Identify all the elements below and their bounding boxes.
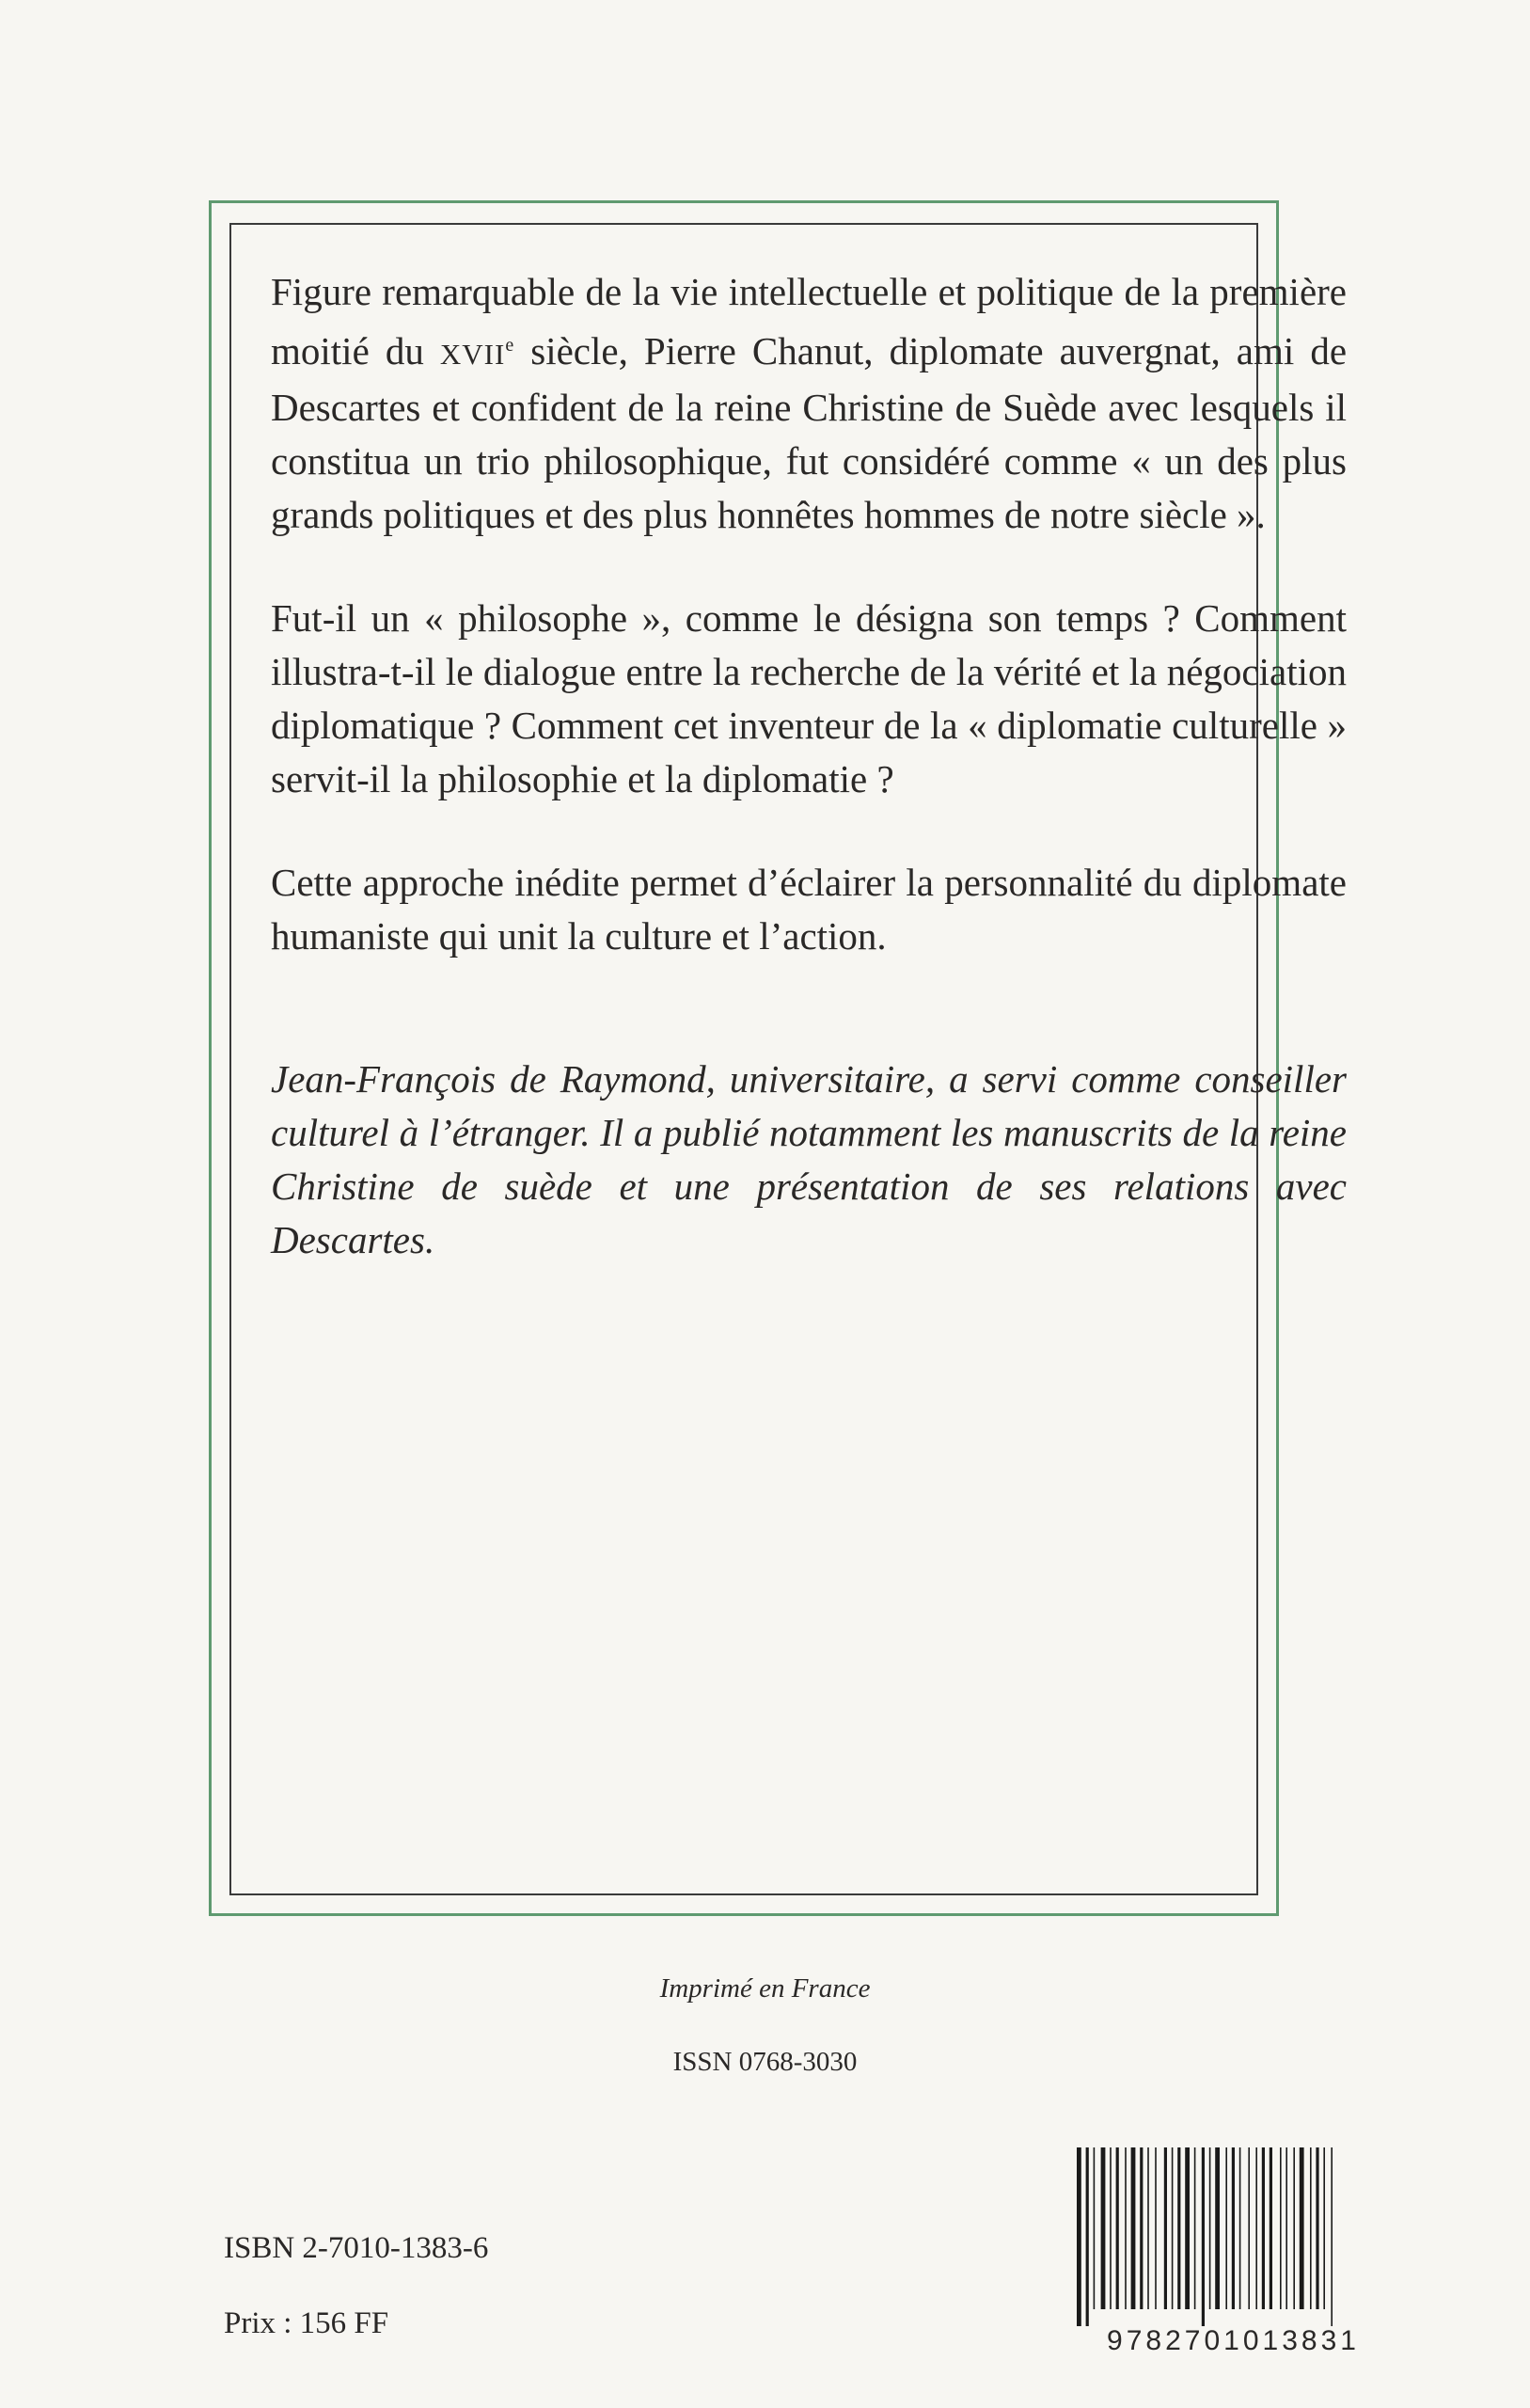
isbn-line: ISBN 2-7010-1383-6 — [224, 2231, 489, 2265]
barcode-bar — [1232, 2147, 1235, 2309]
barcode-bar — [1110, 2147, 1112, 2309]
barcode-bar — [1286, 2147, 1287, 2309]
blurb-paragraph-3: Cette approche inédite permet d’éclairer la personnalité du diplomate humaniste qui unit la culture et l’action. — [271, 861, 1347, 958]
barcode-bar — [1225, 2147, 1227, 2309]
blurb-paragraph-2: Fut-il un « philosophe », comme le désigna son temps ? Comment illustra-t-il le dialogue entre la recherche de la vérité et la négociation diplomatique ? Comment cet inventeur de la « diplomatie culturelle » servit-il la philosophie et la diplomatie ? — [271, 596, 1347, 800]
barcode-bar — [1239, 2147, 1241, 2309]
author-bio: Jean-François de Raymond, universitaire, a servi comme conseiller culturel à l’étranger. Il a publié notamment les manuscrits de la reine Christine de suède et une présentation de ses relations avec Descartes. — [271, 1057, 1347, 1261]
barcode-bar — [1086, 2147, 1089, 2326]
barcode-bar — [1094, 2147, 1096, 2309]
barcode-bar — [1215, 2147, 1220, 2309]
barcode-bar — [1194, 2147, 1196, 2309]
barcode-bar — [1280, 2147, 1282, 2309]
barcode-bar — [1202, 2147, 1205, 2326]
barcode-bar — [1331, 2147, 1333, 2326]
barcode-bar — [1293, 2147, 1295, 2309]
barcode-bar — [1131, 2147, 1136, 2309]
barcode-bar — [1116, 2147, 1119, 2309]
barcode-bar — [1177, 2147, 1180, 2309]
barcode-bar — [1248, 2147, 1250, 2309]
century-numeral: XVIIe — [439, 335, 515, 371]
barcode-bar — [1164, 2147, 1167, 2309]
issn-line: ISSN 0768-3030 — [672, 2047, 858, 2077]
blurb-paragraph-1: Figure remarquable de la vie intellectuelle et politique de la première moitié du XVIIe siècle, Pierre Chanut, diplomate auvergnat, ami de Descartes et confident de la reine Christine de Suède avec lesquels il constitua un trio philosophique, fut considéré comme « un des plus grands politiques et des plus honnêtes hommes de notre siècle ». — [271, 270, 1348, 536]
barcode-icon — [1075, 2147, 1392, 2326]
barcode-bar — [1101, 2147, 1106, 2309]
barcode-digits: 9782701013831 — [1107, 2325, 1360, 2356]
barcode-bar — [1255, 2147, 1257, 2309]
barcode-bar — [1077, 2147, 1081, 2326]
barcode-bar — [1310, 2147, 1312, 2309]
imprint-line: Imprimé en France — [659, 1973, 871, 2004]
barcode-bar — [1209, 2147, 1211, 2309]
barcode-bar — [1316, 2147, 1318, 2309]
barcode-bar — [1185, 2147, 1190, 2309]
price-line: Prix : 156 FF — [224, 2306, 389, 2340]
barcode-bar — [1323, 2147, 1325, 2309]
barcode-bar — [1125, 2147, 1127, 2309]
barcode-bar — [1155, 2147, 1157, 2309]
barcode-bar — [1300, 2147, 1304, 2309]
barcode-bar — [1147, 2147, 1149, 2309]
barcode-bar — [1270, 2147, 1272, 2309]
barcode-bar — [1262, 2147, 1265, 2309]
barcode-bar — [1172, 2147, 1174, 2309]
back-cover-blurb — [271, 265, 1347, 1317]
barcode-bar — [1140, 2147, 1143, 2309]
